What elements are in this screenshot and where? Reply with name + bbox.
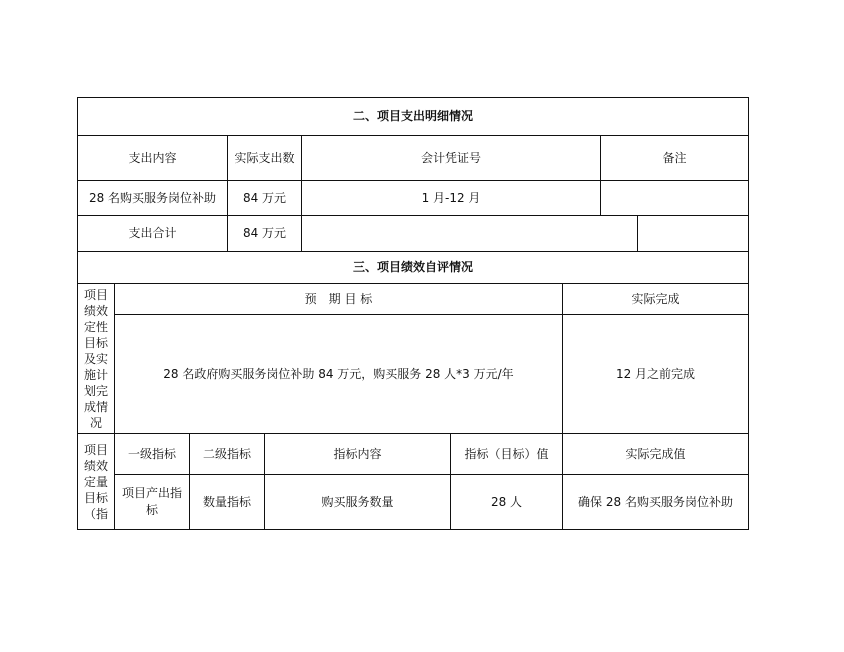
total-voucher-cell (301, 215, 638, 252)
header-actual-expense: 实际支出数 (227, 135, 302, 181)
actual-value-header: 实际完成值 (562, 433, 749, 475)
voucher-number-cell: 1 月-12 月 (301, 180, 601, 216)
actual-value-cell: 确保 28 名购买服务岗位补助 (562, 474, 749, 530)
expense-content-cell: 28 名购买服务岗位补助 (77, 180, 228, 216)
actual-expense-cell: 84 万元 (227, 180, 302, 216)
header-voucher-number: 会计凭证号 (301, 135, 601, 181)
quantitative-side-label: 项目绩效定量目标（指 (77, 433, 115, 530)
indicator-target-cell: 28 人 (450, 474, 563, 530)
level2-indicator-header: 二级指标 (189, 433, 265, 475)
total-label-cell: 支出合计 (77, 215, 228, 252)
header-remark: 备注 (600, 135, 749, 181)
level2-indicator-cell: 数量指标 (189, 474, 265, 530)
qualitative-side-label: 项目绩效定性目标及实施计划完成情况 (77, 283, 115, 434)
section2-title: 二、项目支出明细情况 (77, 97, 749, 136)
section3-title: 三、项目绩效自评情况 (77, 251, 749, 284)
actual-completion-value: 12 月之前完成 (562, 314, 749, 434)
indicator-content-header: 指标内容 (264, 433, 451, 475)
indicator-content-cell: 购买服务数量 (264, 474, 451, 530)
header-expense-content: 支出内容 (77, 135, 228, 181)
level1-indicator-header: 一级指标 (114, 433, 190, 475)
remark-cell (600, 180, 749, 216)
expected-goal-header: 预 期 目 标 (114, 283, 563, 315)
expected-goal-value: 28 名政府购买服务岗位补助 84 万元，购买服务 28 人*3 万元/年 (114, 314, 563, 434)
indicator-target-header: 指标（目标）值 (450, 433, 563, 475)
level1-indicator-cell: 项目产出指标 (114, 474, 190, 530)
actual-completion-header: 实际完成 (562, 283, 749, 315)
total-remark-cell (637, 215, 749, 252)
total-value-cell: 84 万元 (227, 215, 302, 252)
